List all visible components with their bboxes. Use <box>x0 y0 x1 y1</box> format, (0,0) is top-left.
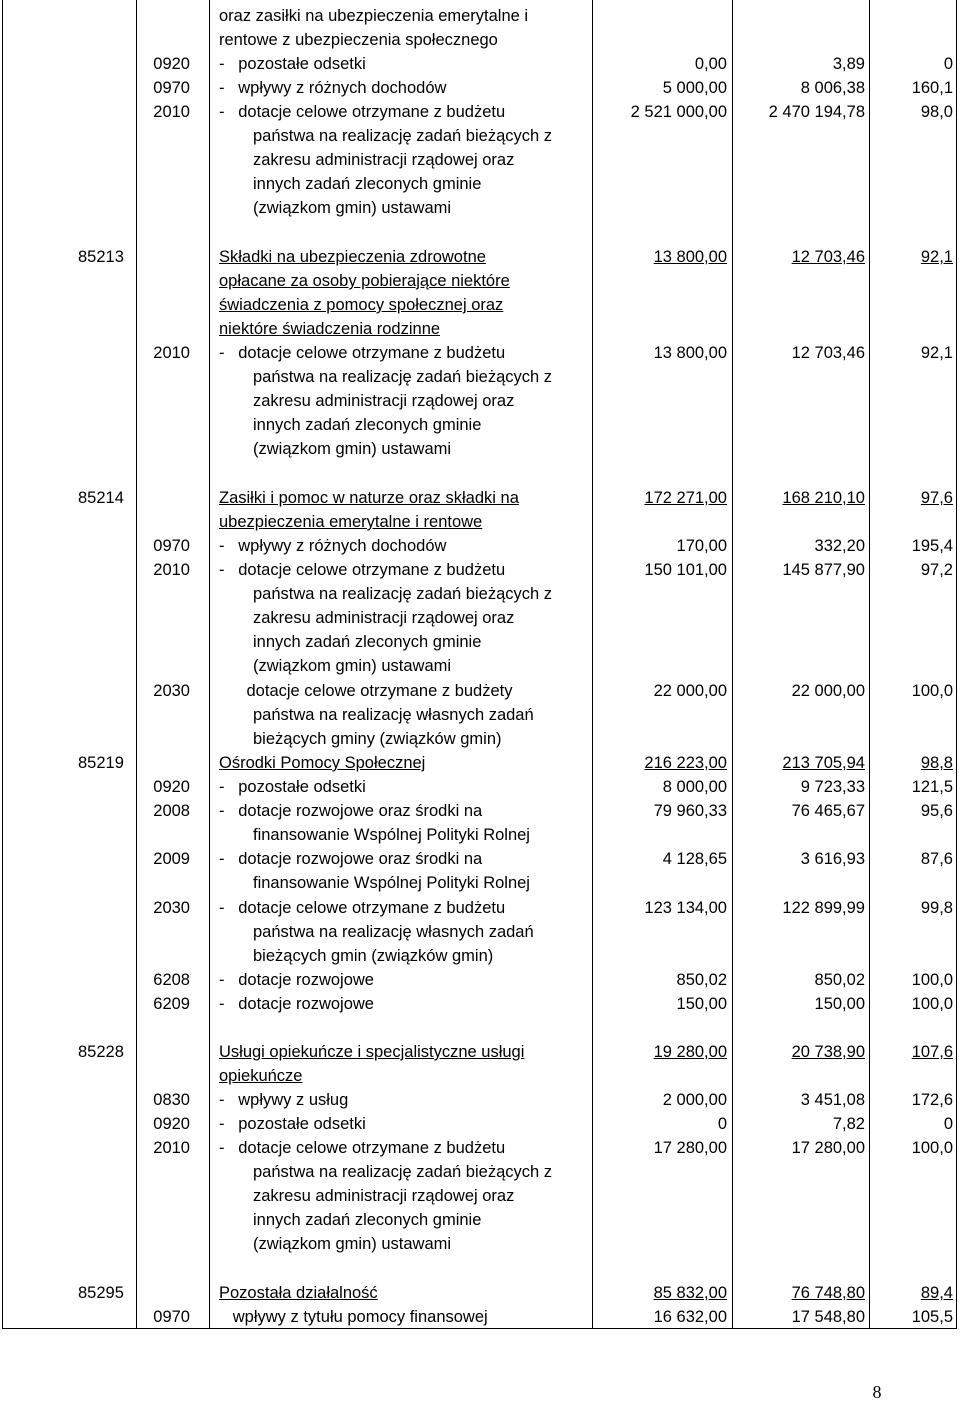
paragraph-code: 2008 <box>153 802 190 820</box>
description: Pozostała działalność <box>219 1284 378 1302</box>
planned-amount: 19 280,00 <box>653 1043 727 1061</box>
paragraph-code: 2010 <box>153 561 190 579</box>
planned-amount: 850,02 <box>676 971 727 989</box>
description: Zasiłki i pomoc w naturze oraz składki na <box>219 489 519 507</box>
percent-executed: 92,1 <box>920 344 953 362</box>
description: (związkom gmin) ustawami <box>253 1235 452 1253</box>
planned-amount: 2 521 000,00 <box>630 103 727 121</box>
description: bieżących gminy (związków gmin) <box>253 730 502 748</box>
description: bieżących gmin (związków gmin) <box>253 947 494 965</box>
percent-executed: 87,6 <box>920 850 953 868</box>
description: dotacje celowe otrzymane z budżety <box>219 682 513 700</box>
description: państwa na realizację zadań bieżących z <box>253 585 553 603</box>
description: innych zadań zleconych gminie <box>253 633 482 651</box>
paragraph-code: 0970 <box>153 537 190 555</box>
executed-amount: 8 006,38 <box>800 79 865 97</box>
description: - wpływy z różnych dochodów <box>219 537 447 555</box>
description: (związkom gmin) ustawami <box>253 657 452 675</box>
percent-executed: 100,0 <box>911 971 953 989</box>
description: - dotacje rozwojowe <box>219 971 374 989</box>
planned-amount: 22 000,00 <box>653 682 727 700</box>
paragraph-code: 0830 <box>153 1091 190 1109</box>
planned-amount: 172 271,00 <box>644 489 727 507</box>
paragraph-code: 2010 <box>153 344 190 362</box>
percent-executed: 95,6 <box>920 802 953 820</box>
planned-amount: 13 800,00 <box>653 344 727 362</box>
executed-amount: 2 470 194,78 <box>768 103 865 121</box>
description: Usługi opiekuńcze i specjalistyczne usługi <box>219 1043 525 1061</box>
percent-executed: 195,4 <box>911 537 953 555</box>
description: rentowe z ubezpieczenia społecznego <box>219 31 498 49</box>
planned-amount: 0,00 <box>694 55 727 73</box>
paragraph-code: 2010 <box>153 1139 190 1157</box>
executed-amount: 168 210,10 <box>782 489 865 507</box>
description: (związkom gmin) ustawami <box>253 440 452 458</box>
planned-amount: 85 832,00 <box>653 1284 727 1302</box>
percent-executed: 107,6 <box>911 1043 953 1061</box>
description: finansowanie Wspólnej Polityki Rolnej <box>253 826 530 844</box>
planned-amount: 13 800,00 <box>653 248 727 266</box>
paragraph-code: 0920 <box>153 55 190 73</box>
planned-amount: 8 000,00 <box>662 778 727 796</box>
description: Składki na ubezpieczenia zdrowotne <box>219 248 486 266</box>
chapter-code: 85219 <box>78 754 124 772</box>
paragraph-code: 6209 <box>153 995 190 1013</box>
description: - dotacje celowe otrzymane z budżetu <box>219 103 506 121</box>
description: opiekuńcze <box>219 1067 303 1085</box>
description: państwa na realizację własnych zadań <box>253 706 534 724</box>
paragraph-code: 2010 <box>153 103 190 121</box>
description: wpływy z tytułu pomocy finansowej <box>219 1308 488 1326</box>
description: - wpływy z usług <box>219 1091 349 1109</box>
chapter-code: 85213 <box>78 248 124 266</box>
executed-amount: 12 703,46 <box>791 344 865 362</box>
description: Ośrodki Pomocy Społecznej <box>219 754 426 772</box>
percent-executed: 121,5 <box>911 778 953 796</box>
description: państwa na realizację własnych zadań <box>253 923 534 941</box>
description: finansowanie Wspólnej Polityki Rolnej <box>253 874 530 892</box>
planned-amount: 123 134,00 <box>644 899 727 917</box>
executed-amount: 7,82 <box>832 1115 865 1133</box>
planned-amount: 17 280,00 <box>653 1139 727 1157</box>
planned-amount: 79 960,33 <box>653 802 727 820</box>
percent-executed: 97,2 <box>920 561 953 579</box>
description: - dotacje celowe otrzymane z budżetu <box>219 561 506 579</box>
percent-executed: 0 <box>943 55 953 73</box>
executed-amount: 3 451,08 <box>800 1091 865 1109</box>
percent-executed: 99,8 <box>920 899 953 917</box>
executed-amount: 850,02 <box>814 971 865 989</box>
description: zakresu administracji rządowej oraz <box>253 609 515 627</box>
description: innych zadań zleconych gminie <box>253 416 482 434</box>
percent-executed: 89,4 <box>920 1284 953 1302</box>
executed-amount: 22 000,00 <box>791 682 865 700</box>
description: - dotacje rozwojowe <box>219 995 374 1013</box>
column-divider <box>136 0 137 1328</box>
description: zakresu administracji rządowej oraz <box>253 1187 515 1205</box>
description: świadczenia z pomocy społecznej oraz <box>219 296 504 314</box>
planned-amount: 0 <box>717 1115 727 1133</box>
percent-executed: 100,0 <box>911 1139 953 1157</box>
percent-executed: 97,6 <box>920 489 953 507</box>
chapter-code: 85228 <box>78 1043 124 1061</box>
planned-amount: 4 128,65 <box>662 850 727 868</box>
planned-amount: 216 223,00 <box>644 754 727 772</box>
description: zakresu administracji rządowej oraz <box>253 392 515 410</box>
description: innych zadań zleconych gminie <box>253 175 482 193</box>
planned-amount: 150 101,00 <box>644 561 727 579</box>
percent-executed: 100,0 <box>911 995 953 1013</box>
planned-amount: 2 000,00 <box>662 1091 727 1109</box>
executed-amount: 332,20 <box>814 537 865 555</box>
paragraph-code: 0970 <box>153 79 190 97</box>
description: - pozostałe odsetki <box>219 778 366 796</box>
percent-executed: 100,0 <box>911 682 953 700</box>
description: oraz zasiłki na ubezpieczenia emerytalne i <box>219 7 529 25</box>
description: państwa na realizację zadań bieżących z <box>253 368 553 386</box>
description: - dotacje rozwojowe oraz środki na <box>219 850 483 868</box>
description: - pozostałe odsetki <box>219 1115 366 1133</box>
executed-amount: 12 703,46 <box>791 248 865 266</box>
executed-amount: 17 280,00 <box>791 1139 865 1157</box>
paragraph-code: 0920 <box>153 1115 190 1133</box>
percent-executed: 160,1 <box>911 79 953 97</box>
chapter-code: 85214 <box>78 489 124 507</box>
percent-executed: 98,8 <box>920 754 953 772</box>
description: - dotacje celowe otrzymane z budżetu <box>219 899 506 917</box>
description: zakresu administracji rządowej oraz <box>253 151 515 169</box>
percent-executed: 98,0 <box>920 103 953 121</box>
description: - dotacje celowe otrzymane z budżetu <box>219 344 506 362</box>
description: - pozostałe odsetki <box>219 55 366 73</box>
percent-executed: 92,1 <box>920 248 953 266</box>
planned-amount: 150,00 <box>676 995 727 1013</box>
planned-amount: 170,00 <box>676 537 727 555</box>
executed-amount: 3 616,93 <box>800 850 865 868</box>
executed-amount: 76 748,80 <box>791 1284 865 1302</box>
planned-amount: 16 632,00 <box>653 1308 727 1326</box>
paragraph-code: 2030 <box>153 682 190 700</box>
executed-amount: 9 723,33 <box>800 778 865 796</box>
executed-amount: 20 738,90 <box>791 1043 865 1061</box>
description: - dotacje celowe otrzymane z budżetu <box>219 1139 506 1157</box>
executed-amount: 145 877,90 <box>782 561 865 579</box>
executed-amount: 3,89 <box>832 55 865 73</box>
executed-amount: 213 705,94 <box>782 754 865 772</box>
description: (związkom gmin) ustawami <box>253 199 452 217</box>
description: niektóre świadczenia rodzinne <box>219 320 441 338</box>
description: innych zadań zleconych gminie <box>253 1211 482 1229</box>
description: - dotacje rozwojowe oraz środki na <box>219 802 483 820</box>
description: państwa na realizację zadań bieżących z <box>253 127 553 145</box>
description: opłacane za osoby pobierające niektóre <box>219 272 510 290</box>
column-divider <box>209 0 210 1328</box>
paragraph-code: 2009 <box>153 850 190 868</box>
description: ubezpieczenia emerytalne i rentowe <box>219 513 483 531</box>
page-number: 8 <box>872 1382 882 1402</box>
paragraph-code: 2030 <box>153 899 190 917</box>
percent-executed: 105,5 <box>911 1308 953 1326</box>
paragraph-code: 0970 <box>153 1308 190 1326</box>
executed-amount: 76 465,67 <box>791 802 865 820</box>
paragraph-code: 6208 <box>153 971 190 989</box>
percent-executed: 0 <box>943 1115 953 1133</box>
executed-amount: 122 899,99 <box>782 899 865 917</box>
percent-executed: 172,6 <box>911 1091 953 1109</box>
chapter-code: 85295 <box>78 1284 124 1302</box>
paragraph-code: 0920 <box>153 778 190 796</box>
executed-amount: 17 548,80 <box>791 1308 865 1326</box>
executed-amount: 150,00 <box>814 995 865 1013</box>
description: - wpływy z różnych dochodów <box>219 79 447 97</box>
planned-amount: 5 000,00 <box>662 79 727 97</box>
description: państwa na realizację zadań bieżących z <box>253 1163 553 1181</box>
